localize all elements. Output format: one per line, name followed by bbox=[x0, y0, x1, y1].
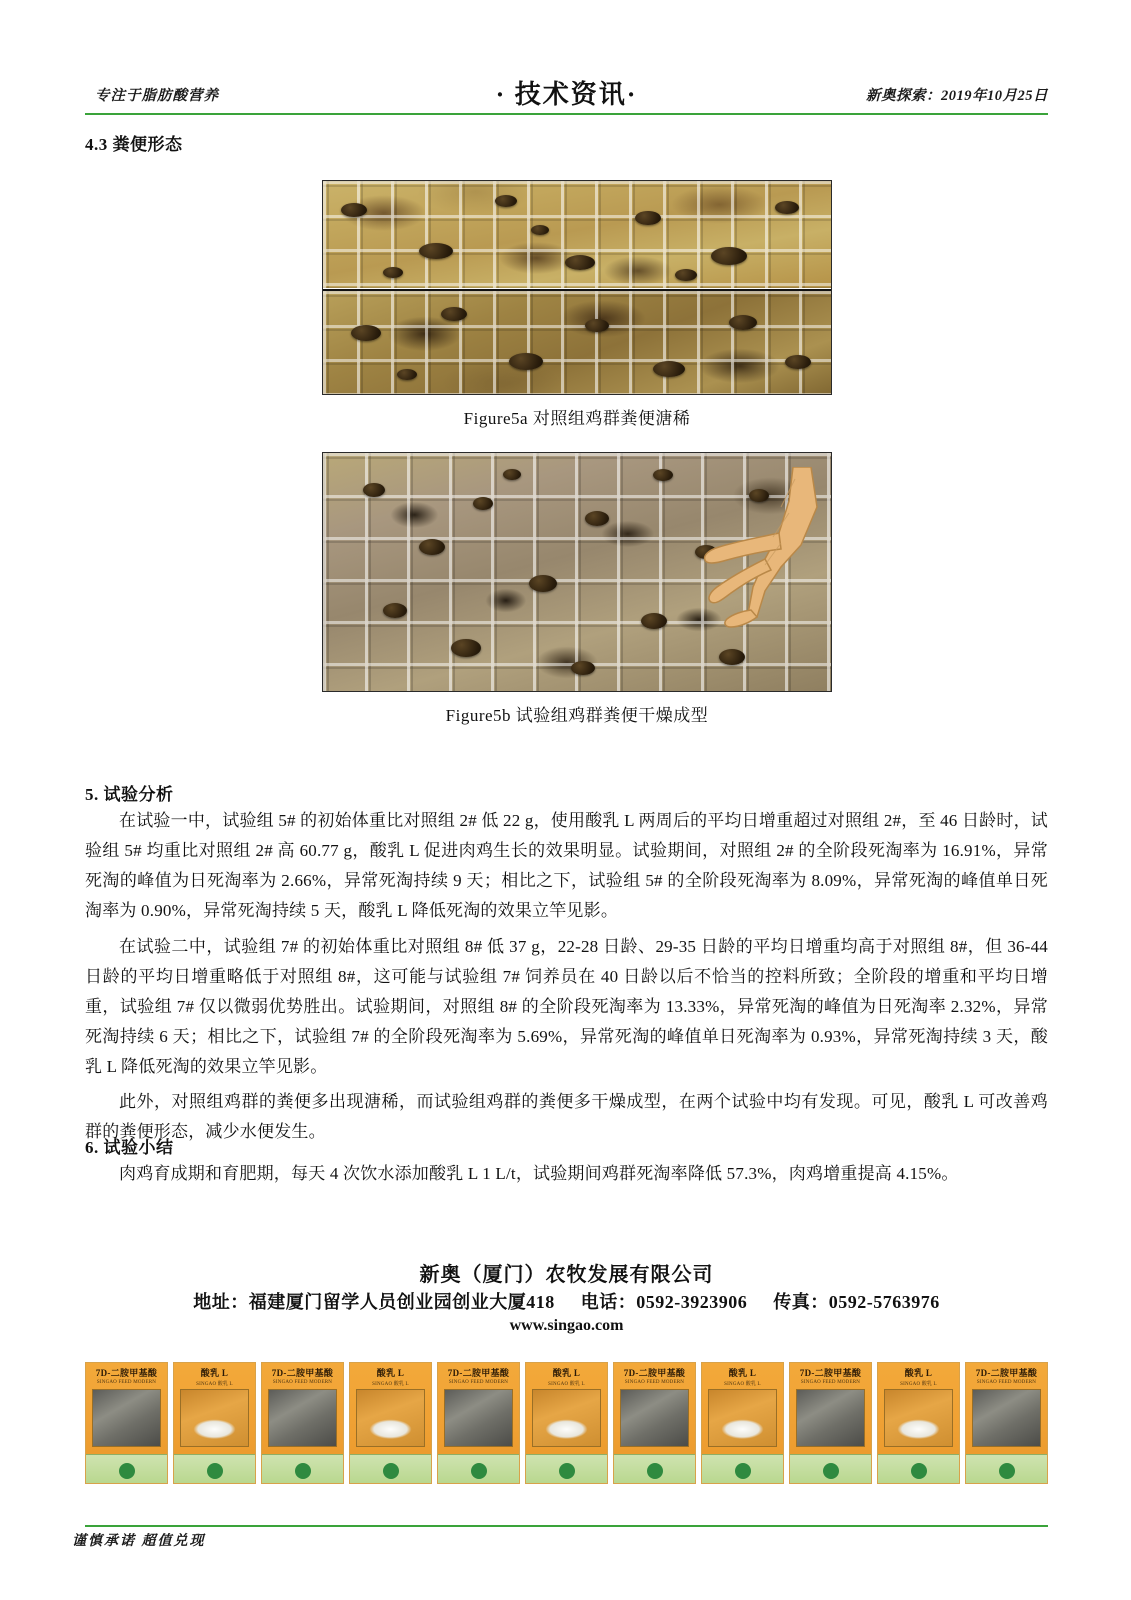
pack-photo bbox=[972, 1389, 1041, 1447]
product-pack bbox=[789, 1362, 872, 1484]
pack-logo-icon bbox=[999, 1463, 1015, 1479]
pack-photo bbox=[268, 1389, 337, 1447]
footer-divider bbox=[85, 1525, 1048, 1527]
header-left-slogan: 专注于脂肪酸营养 bbox=[95, 88, 219, 104]
pack-subtitle: SINGAO 酸乳 L bbox=[372, 1382, 409, 1387]
pack-photo bbox=[444, 1389, 513, 1447]
pack-logo-icon bbox=[823, 1463, 839, 1479]
pack-title: 酸乳 L bbox=[552, 1368, 581, 1378]
pack-logo-icon bbox=[295, 1463, 311, 1479]
page-header bbox=[85, 72, 1048, 116]
figure-5a-caption: Figure5a 对照组鸡群粪便溏稀 bbox=[463, 409, 691, 428]
pack-subtitle: SINGAO 酸乳 L bbox=[196, 1382, 233, 1387]
address-label: 地址： bbox=[193, 1292, 249, 1312]
product-pack bbox=[437, 1362, 520, 1484]
product-pack bbox=[349, 1362, 432, 1484]
pack-photo bbox=[796, 1389, 865, 1447]
pack-subtitle: SINGAO FEED MODERN bbox=[800, 1380, 861, 1385]
pack-photo bbox=[620, 1389, 689, 1447]
pack-subtitle: SINGAO FEED MODERN bbox=[976, 1380, 1037, 1385]
company-website: www.singao.com bbox=[509, 1317, 624, 1334]
company-name: 新奥（厦门）农牧发展有限公司 bbox=[419, 1264, 714, 1286]
paragraph-text: 此外，对照组鸡群的粪便多出现溏稀，而试验组鸡群的粪便多干燥成型，在两个试验中均有发现。可见，酸乳 L 可改善鸡群的粪便形态，减少水便发生。 bbox=[85, 1092, 1048, 1141]
paragraph-text: 肉鸡育成期和育肥期，每天 4 次饮水添加酸乳 L 1 L/t，试验期间鸡群死淘率降低 57.3%，肉鸡增重提高 4.15%。 bbox=[119, 1164, 959, 1183]
fax-value: 0592-5763976 bbox=[828, 1292, 940, 1312]
analysis-paragraph-1 bbox=[85, 806, 1048, 926]
product-pack bbox=[613, 1362, 696, 1484]
chicken-foot-icon bbox=[661, 467, 821, 637]
paragraph-text: 在试验二中，试验组 7# 的初始体重比对照组 8# 低 37 g，22-28 日龄、29-35 日龄的平均日增重均高于对照组 8#，但 36-44 日龄的平均日增重略低于对照组 8#，这可能与试验组 7# 饲养员在 40 日龄以后不恰当的控料所致；全阶段的增重和平均日增重，试验组 7# 仅以微弱优势胜出。试验期间，对照组 8# 的全阶段死淘率为 13.33%，异常死淘的峰值为日死淘率 2.32%，异常死淘持续 6 天；相比之下，试验组 7# 的全阶段死淘率为 5.69%，异常死淘的峰值单日死淘率为 0.93%，异常死淘持续 3 天，酸乳 L 降低死淘的效果立竿见影。 bbox=[85, 937, 1048, 1076]
figure-5b-image bbox=[322, 452, 832, 692]
section-heading-summary: 6. 试验小结 bbox=[85, 1138, 174, 1157]
paragraph-text: 在试验一中，试验组 5# 的初始体重比对照组 2# 低 22 g，使用酸乳 L 两周后的平均日增重超过对照组 2#，至 46 日龄时，试验组 5# 均重比对照组 2# 高 60.77 g，酸乳 L 促进肉鸡生长的效果明显。试验期间，对照组 2# 的全阶段死淘率为 16.91%，异常死淘的峰值为日死淘率为 2.66%，异常死淘持续 9 天；相比之下，试验组 5# 的全阶段死淘率为 8.09%，异常死淘的峰值单日死淘率为 0.90%，异常死淘持续 5 天，酸乳 L 降低死淘的效果立竿见影。 bbox=[85, 811, 1048, 920]
product-pack bbox=[877, 1362, 960, 1484]
pack-photo bbox=[884, 1389, 953, 1447]
figure-5a-top-photo bbox=[323, 181, 831, 288]
fax-label: 传真： bbox=[773, 1292, 829, 1312]
company-contact-line bbox=[85, 1288, 1048, 1314]
pack-subtitle: SINGAO 酸乳 L bbox=[900, 1382, 937, 1387]
phone-value: 0592-3923906 bbox=[636, 1292, 748, 1312]
pack-logo-icon bbox=[647, 1463, 663, 1479]
product-pack bbox=[261, 1362, 344, 1484]
pack-photo bbox=[92, 1389, 161, 1447]
pack-title: 7D-二胺甲基酸 bbox=[95, 1368, 158, 1378]
pack-title: 酸乳 L bbox=[728, 1368, 757, 1378]
figure-5b-caption: Figure5b 试验组鸡群粪便干燥成型 bbox=[445, 706, 709, 725]
header-title: · 技术资讯· bbox=[495, 80, 638, 109]
pack-logo-icon bbox=[471, 1463, 487, 1479]
footer-slogan: 谨慎承诺 超值兑现 bbox=[72, 1534, 206, 1549]
pack-logo-icon bbox=[559, 1463, 575, 1479]
pack-title: 7D-二胺甲基酸 bbox=[799, 1368, 862, 1378]
product-pack bbox=[85, 1362, 168, 1484]
analysis-paragraph-3 bbox=[85, 1087, 1048, 1147]
pack-logo-icon bbox=[735, 1463, 751, 1479]
pack-subtitle: SINGAO FEED MODERN bbox=[272, 1380, 333, 1385]
figure-5b bbox=[322, 452, 832, 726]
pack-title: 酸乳 L bbox=[904, 1368, 933, 1378]
pack-photo bbox=[708, 1389, 777, 1447]
figure-5a-bottom-photo bbox=[323, 289, 831, 395]
section-heading-fecal-morphology: 4.3 粪便形态 bbox=[85, 135, 183, 154]
header-divider bbox=[85, 113, 1048, 115]
pack-subtitle: SINGAO 酸乳 L bbox=[548, 1382, 585, 1387]
figure-5a-image bbox=[322, 180, 832, 395]
pack-photo bbox=[356, 1389, 425, 1447]
pack-logo-icon bbox=[383, 1463, 399, 1479]
pack-subtitle: SINGAO FEED MODERN bbox=[96, 1380, 157, 1385]
pack-logo-icon bbox=[119, 1463, 135, 1479]
pack-photo bbox=[180, 1389, 249, 1447]
pack-subtitle: SINGAO FEED MODERN bbox=[448, 1380, 509, 1385]
pack-title: 酸乳 L bbox=[200, 1368, 229, 1378]
pack-title: 酸乳 L bbox=[376, 1368, 405, 1378]
header-date-info: 新奥探索：2019年10月25日 bbox=[866, 88, 1048, 104]
phone-label: 电话： bbox=[580, 1292, 637, 1312]
pack-logo-icon bbox=[911, 1463, 927, 1479]
analysis-paragraph-2 bbox=[85, 932, 1048, 1082]
address-value: 福建厦门留学人员创业园创业大厦418 bbox=[248, 1292, 555, 1312]
pack-title: 7D-二胺甲基酸 bbox=[271, 1368, 334, 1378]
product-pack bbox=[173, 1362, 256, 1484]
pack-subtitle: SINGAO 酸乳 L bbox=[724, 1382, 761, 1387]
pack-subtitle: SINGAO FEED MODERN bbox=[624, 1380, 685, 1385]
summary-paragraph bbox=[85, 1159, 1048, 1189]
pack-logo-icon bbox=[207, 1463, 223, 1479]
section-heading-analysis: 5. 试验分析 bbox=[85, 785, 174, 804]
pack-title: 7D-二胺甲基酸 bbox=[975, 1368, 1038, 1378]
pack-photo bbox=[532, 1389, 601, 1447]
pack-title: 7D-二胺甲基酸 bbox=[623, 1368, 686, 1378]
figure-5a bbox=[322, 180, 832, 429]
product-pack bbox=[965, 1362, 1048, 1484]
product-pack-strip bbox=[85, 1362, 1048, 1484]
pack-title: 7D-二胺甲基酸 bbox=[447, 1368, 510, 1378]
product-pack bbox=[525, 1362, 608, 1484]
product-pack bbox=[701, 1362, 784, 1484]
